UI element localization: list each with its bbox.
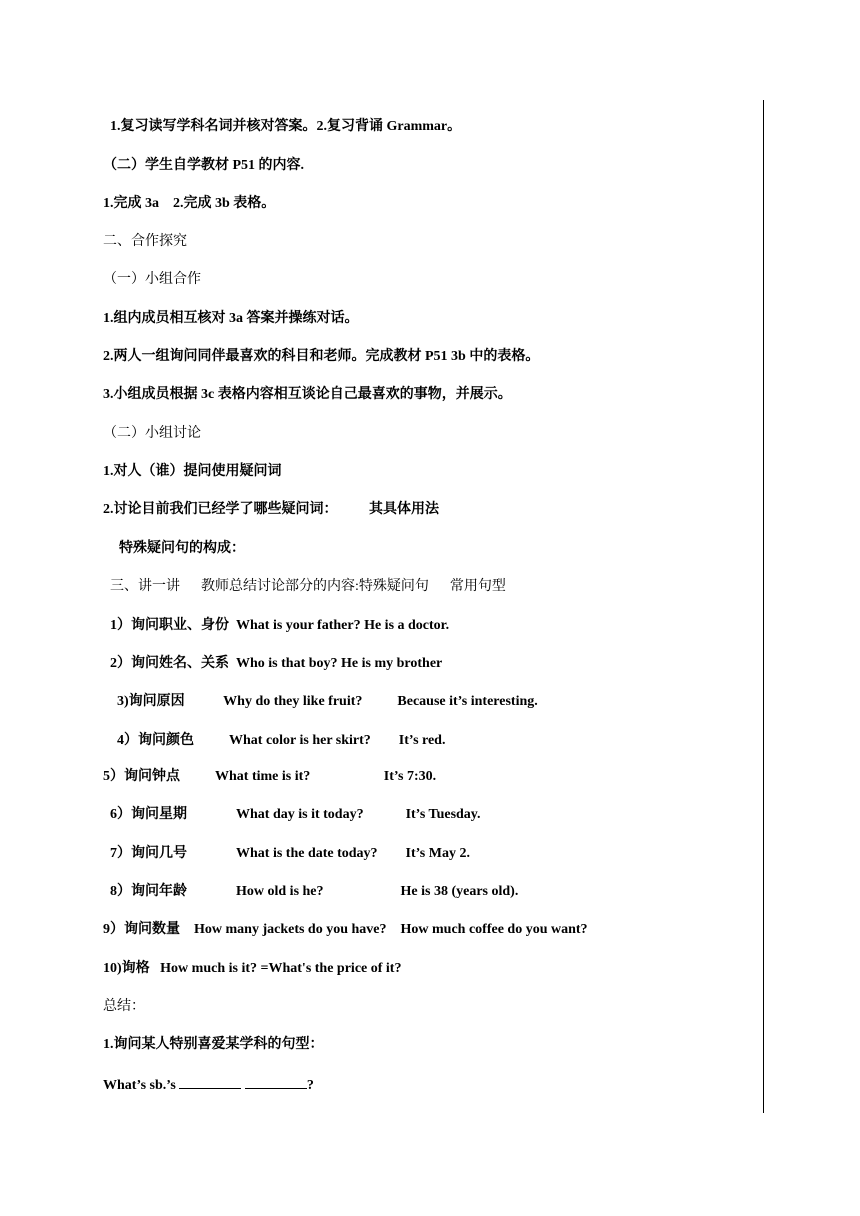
pattern-line: 4）询问颜色 What color is her skirt? It’s red.: [117, 733, 446, 748]
blank-line-1: [179, 1075, 241, 1089]
pattern-line: 6）询问星期 What day is it today? It’s Tuesday.: [110, 807, 481, 822]
subsection-heading: （二）小组讨论: [103, 426, 201, 441]
section-heading: 三、讲一讲 教师总结讨论部分的内容:特殊疑问句 常用句型: [110, 579, 506, 594]
text-line: 1.组内成员相互核对 3a 答案并操练对话。: [103, 311, 359, 326]
pattern-line: 2）询问姓名、关系 Who is that boy? He is my brother: [110, 656, 443, 671]
blank-line-2: [245, 1075, 307, 1089]
pattern-line: 7）询问几号 What is the date today? It’s May 2.: [110, 846, 470, 861]
pattern-line: 8）询问年龄 How old is he? He is 38 (years old).: [110, 884, 519, 899]
sentence-end: ?: [306, 1078, 314, 1093]
text-line: 1.复习读写学科名词并核对答案。2.复习背诵 Grammar。: [110, 119, 462, 134]
text-line: 1.对人（谁）提问使用疑问词: [103, 464, 282, 479]
text-line: 特殊疑问句的构成：: [119, 541, 245, 556]
pattern-line: 1）询问职业、身份 What is your father? He is a doctor.: [110, 618, 450, 633]
text-line: 1.完成 3a 2.完成 3b 表格。: [103, 196, 276, 211]
sentence-start: What’s sb.’s: [103, 1078, 180, 1093]
pattern-line: 3)询问原因 Why do they like fruit? Because it’s interesting.: [117, 694, 538, 709]
fill-in-sentence: [103, 1075, 314, 1095]
text-line: （二）学生自学教材 P51 的内容.: [103, 158, 305, 173]
pattern-line: 10)询格 How much is it? =What's the price of it?: [103, 961, 402, 976]
section-heading: 二、合作探究: [103, 234, 187, 249]
summary-heading: 总结：: [103, 999, 145, 1014]
pattern-line: 9）询问数量 How many jackets do you have? How much coffee do you want?: [103, 922, 588, 937]
subsection-heading: （一）小组合作: [103, 272, 201, 287]
text-line: 2.讨论目前我们已经学了哪些疑问词： 其具体用法: [103, 502, 439, 517]
text-line: 3.小组成员根据 3c 表格内容相互谈论自己最喜欢的事物，并展示。: [103, 387, 512, 402]
text-line: 1.询问某人特别喜爱某学科的句型：: [103, 1037, 324, 1052]
text-line: 2.两人一组询问同伴最喜欢的科目和老师。完成教材 P51 3b 中的表格。: [103, 349, 540, 364]
pattern-line: 5）询问钟点 What time is it? It’s 7:30.: [103, 769, 437, 784]
page-border-line: [763, 100, 764, 1113]
